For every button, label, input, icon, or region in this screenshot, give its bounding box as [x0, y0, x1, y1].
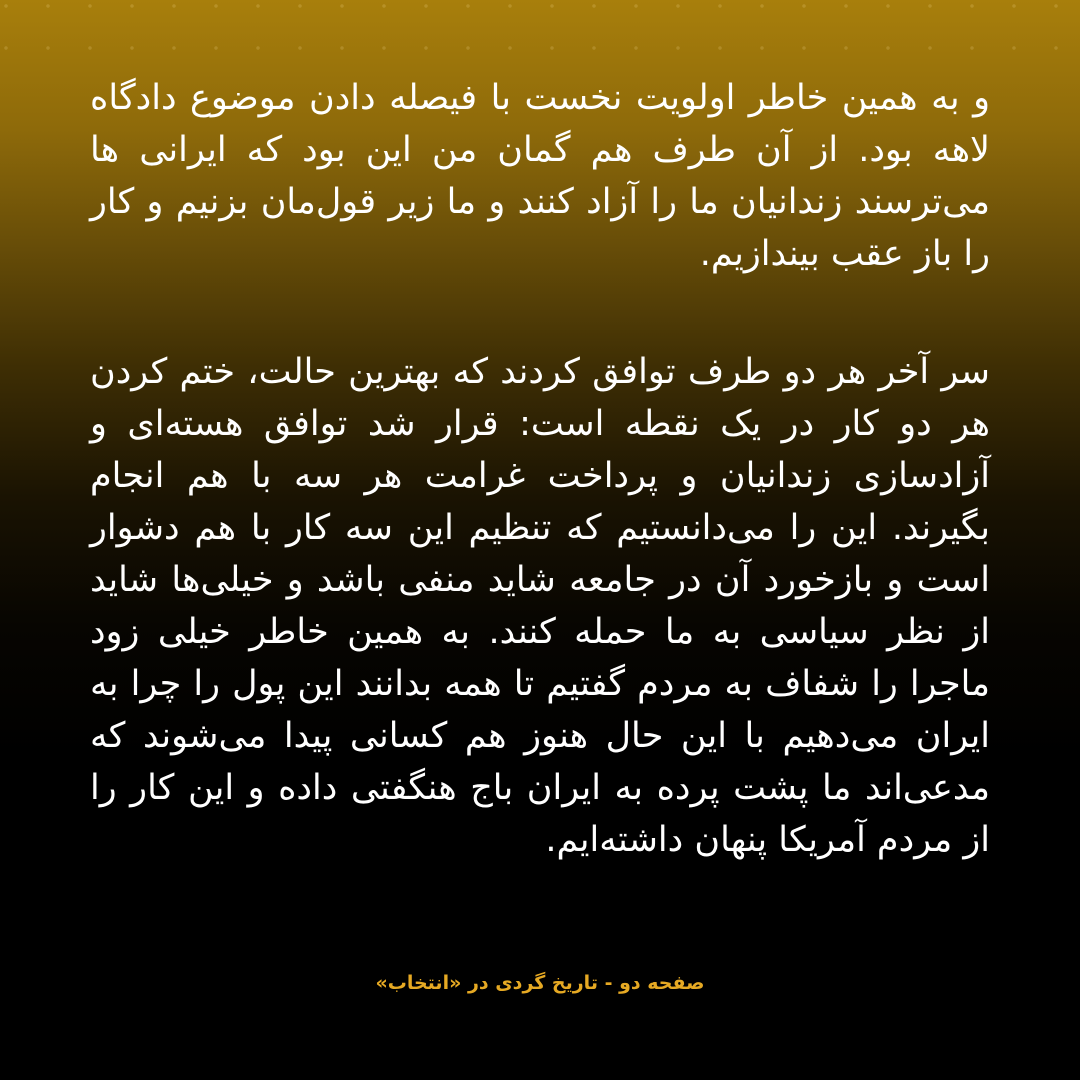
page-footer: صفحه دو - تاریخ گردی در «انتخاب» — [375, 972, 705, 994]
body-paragraph-2: سر آخر هر دو طرف توافق کردند که بهترین حالت، ختم کردن هر دو کار در یک نقطه است: قرار شد توافق هسته‌ای و آزادسازی زندانیان و پرداخت غرامت هر سه با هم انجام بگیرند. این را می‌دانستیم که تنظیم این سه کار با هم دشوار است و بازخورد آن در جامعه شاید منفی باشد و خیلی‌ها شاید از نظر سیاسی به ما حمله کنند. به همین خاطر خیلی زود ماجرا را شفاف به مردم گفتیم تا همه بدانند این پول را چرا به ایران می‌دهیم با این حال هنوز هم کسانی پیدا می‌شوند که مدعی‌اند ما پشت پرده به ایران باج هنگفتی داده و این کار را از مردم آمریکا پنهان داشته‌ایم. — [90, 352, 990, 860]
background-pattern — [0, 0, 1080, 70]
body-paragraph-1: و به همین خاطر اولویت نخست با فیصله دادن موضوع دادگاه لاهه بود. از آن طرف هم گمان من این بود که ایرانی ها می‌ترسند زندانیان ما را آزاد کنند و ما زیر قول‌مان بزنیم و کار را باز عقب بیندازیم. — [90, 78, 990, 274]
